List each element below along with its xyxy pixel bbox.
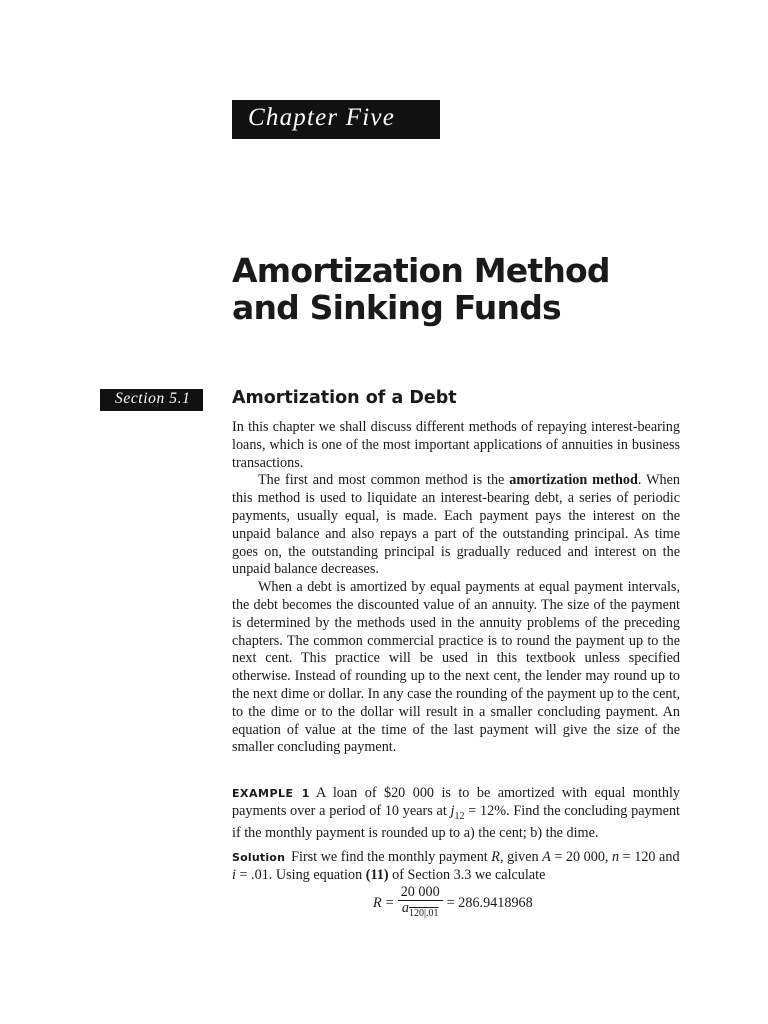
solution: Solution First we find the monthly payment R, given A = 20 000, n = 120 and i = .01. Using equation (11) of Section 3.3 we calculate <box>232 849 680 883</box>
equation-numerator: 20 000 <box>398 885 443 901</box>
body-text <box>232 419 680 757</box>
example-label: EXAMPLE 1 <box>232 787 310 800</box>
paragraph-3: When a debt is amortized by equal payments at equal payment intervals, the debt becomes the discounted value of an annuity. The size of the payment is determined by the methods used in the annuity problems of the preceding chapters. The common commercial practice is to round the payment up to the next cent. This practice will be used in this textbook unless specified otherwise. Instead of rounding up to the next cent, the lender may round up to the next dime or dollar. In any case the rounding of the payment up to the cent, to the dime or to the dollar will result in a smaller concluding payment. An equation of value at the time of the last payment will give the size of the smaller concluding payment. <box>232 579 680 756</box>
equation-fraction <box>398 885 443 921</box>
equation-lhs: R <box>373 894 382 911</box>
chapter-title-line1: Amortization Method <box>232 251 610 290</box>
chapter-label: Chapter Five <box>248 104 396 131</box>
paragraph-2: The first and most common method is the amortization method. When this method is used to liquidate an interest-bearing debt, a series of periodic payments, usually equal, is made. Each payment pays the interest on the unpaid balance and also repays a part of the outstanding principal. As time goes on, the outstanding principal is gradually reduced and interest on the unpaid balance decreases. <box>232 472 680 578</box>
equation-result: = 286.9418968 <box>446 894 533 911</box>
chapter-title-line2: and Sinking Funds <box>232 288 561 327</box>
equation-equals: = <box>385 894 394 911</box>
solution-label: Solution <box>232 851 286 864</box>
payment-equation <box>373 883 533 923</box>
term-amortization-method: amortization method <box>509 472 638 489</box>
section-label-box <box>100 389 203 411</box>
section-label: Section 5.1 <box>115 390 191 407</box>
chapter-label-box <box>232 100 440 139</box>
chapter-title <box>232 252 732 326</box>
paragraph-1: In this chapter we shall discuss different methods of repaying interest-bearing loans, which is one of the most important applications of annuities in business transactions. <box>232 419 680 471</box>
equation-denominator: $a_{120|.01}$ <box>401 900 439 919</box>
section-heading: Amortization of a Debt <box>232 388 457 408</box>
example-1: EXAMPLE 1 A loan of $20 000 is to be amortized with equal monthly payments over a period of 10 years at $j_{12} = 12\%$. Find the concluding payment if the monthly payment is rounded up to a) the cent; b) the dime. <box>232 785 681 842</box>
